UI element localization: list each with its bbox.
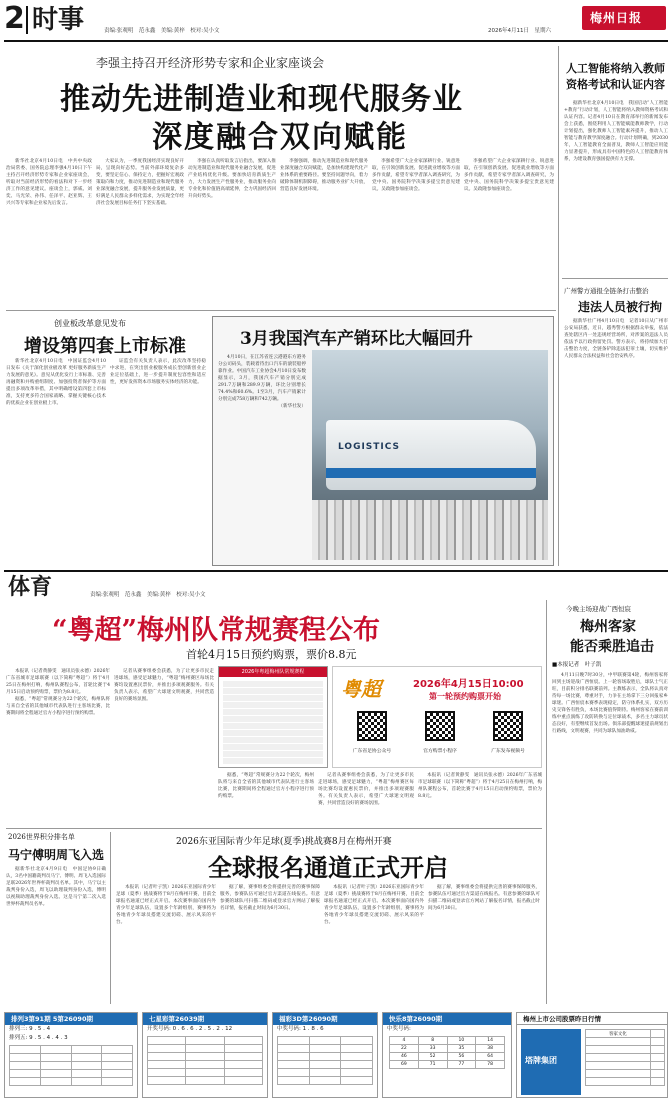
- ship-name: LOGISTICS: [338, 442, 401, 452]
- referee-text: 据新华社北京4月9日电 中国足协9日确认，3名中国籍裁判员马宁、傅明、周飞入选国际足联2026年世界杯裁判员名单。其中，马宁以主裁判身份入选，周飞以助理裁判身份入选，傅明以视频助理裁判身份入选。这是马宁第二次入选世界杯裁判员名单。: [6, 867, 106, 907]
- auto-caption: [218, 354, 306, 554]
- kl8-number: 35: [447, 1045, 476, 1053]
- lead-col-1: [6, 158, 92, 306]
- youth-col-2: [220, 884, 320, 1004]
- lottery-panel-qxc: [142, 1012, 268, 1098]
- hakka-text: 4月11日晚7时30分，中甲联赛第4轮，梅州客家将回到主场迎战广西恒宸。上一轮客场取胜后，球队士气正旺，目前积分排名联赛前列。主教练表示，全队将认真对待每一场比赛，尊重对手，力争在主场拿下三分回报家乡球迷。广西恒宸本赛季表现稳定，防守体系扎实，双方历史交锋各有胜负，本场比赛值得期待。梅州客家在赛前训练中重点演练了攻防转换与定位球战术，多名主力球员状态良好，有望继续首发出场。俱乐部提醒球迷提前规划出行路线，文明观赛，共同为球队加油助威。: [552, 673, 668, 734]
- gem-text-1: 新华社北京4月10日电 中国证监会4月10日发布《关于深化创业板改革 更好服务新质生产力发展的意见》。意见从优化发行上市标准、完善再融资和并购重组制度、加强投资者保护等方面提出多项改革举措，其中明确增设第四套上市标准，支持更多符合国家战略、掌握关键核心技术的优质企业在创业板上市。: [6, 359, 106, 406]
- kl8-number: 77: [447, 1061, 476, 1069]
- yuechao-headline: “粤超”梅州队常规赛程公布: [52, 615, 381, 646]
- lead-divider: [6, 310, 556, 311]
- youth-col-4: [428, 884, 540, 1004]
- kl8-number: 46: [390, 1053, 419, 1061]
- ship-stripe: [326, 468, 536, 478]
- yuechao-col-2: [114, 668, 214, 824]
- qr-label-1: 广东省足协公众号: [352, 749, 392, 754]
- youth-text-3: 本报讯（记者叶子凯）2026东亚国际青少年足球（夏季）挑战赛将于8月在梅州开赛，目前全球报名通道已经正式开启。本次赛事面向国内外青少年足球队伍，设置多个年龄组别，赛事将为各地青少年球员搭建交流切磋、展示风采的平台。: [324, 885, 424, 925]
- lead-col-2: [96, 158, 184, 306]
- kl8-number: 22: [390, 1045, 419, 1053]
- auto-headline: 3月我国汽车产销环比大幅回升: [240, 329, 473, 349]
- masthead-rule: [4, 40, 668, 42]
- prize-table-pl3: [9, 1045, 133, 1086]
- masthead-credits: 责编:张观明 范永鑫 美编:黄梓 校对:吴小文: [104, 28, 220, 34]
- kl8-number: 71: [418, 1061, 447, 1069]
- gem-headline: 增设第四套上市标准: [24, 336, 186, 357]
- qr-code-3: [493, 711, 523, 741]
- police-text: 据新华社广州4月10日电 记者10日从广州市公安局获悉，近日，越秀警方根据群众举报，依法查处辖区内一处违规经营场所，对涉案的违法人员依法予以行政拘留处罚。警方表示，将持续加大打击整治力度，全链条铲除违法犯罪土壤，切实维护人民群众合法权益和社会治安秩序。: [564, 319, 668, 359]
- qr-code-1: [357, 711, 387, 741]
- qr-code-2: [425, 711, 455, 741]
- ai-text: 据新华社北京4月10日电 我国启动“人工智能+教育”行动计划，人工智能将纳入教师资格考试和认证内容。记者4月10日在教育部举行的新闻发布会上获悉，围绕利用人工智能赋能教师教学，行动计划提出，强化教师人工智能素养提升，推动人工智能与教育教学深度融合。行动计划明确，到2030年，人工智能教育全面普及，教师人工智能应用能力显著提升，形成具有中国特色的人工智能教育体系，为建设教育强国提供有力支撑。: [564, 101, 668, 162]
- sports-section-title: 体育: [8, 575, 53, 600]
- hakka-body: [552, 672, 668, 1002]
- yuechao-col-1: [6, 668, 110, 824]
- lottery-row-pl3-2: 排列五: 9 . 5 . 4 . 4 . 3: [9, 1035, 68, 1041]
- lottery-row-kl8-1: 中奖号码:: [387, 1026, 411, 1032]
- police-body: [564, 318, 668, 564]
- promo-banner: [332, 666, 542, 768]
- stock-title: 梅州上市公司股票昨日行情: [517, 1013, 667, 1025]
- yuechao-text-1: 本报讯（记者黄静雯 通讯员张永德）2026年广东省城市足球联赛（以下简称“粤超”）将于4月25日在梅州打响，梅州队赛程公布，首轮比赛于4月15日启动预约购票，票价为8.8元。: [6, 669, 110, 695]
- hakka-kicker: 今晚主场迎战广西恒宸: [566, 605, 631, 613]
- kl8-number: 69: [390, 1061, 419, 1069]
- promo-subtitle: 第一轮预约购票开始: [429, 692, 501, 701]
- auto-photo: [312, 350, 548, 560]
- lead-kicker: 李强主持召开经济形势专家和企业家座谈会: [96, 56, 325, 70]
- stock-logo: [521, 1029, 581, 1095]
- referee-headline: 马宁傅明周飞入选: [8, 848, 105, 862]
- stock-name-2: 客家文化: [586, 1030, 651, 1038]
- sports-credits: 责编:张观明 范永鑫 美编:黄梓 校对:吴小文: [90, 592, 206, 598]
- logo-text: 梅州日报: [590, 11, 643, 25]
- lead-col-4: [280, 158, 368, 306]
- police-kicker: 广州警方通报全链条打击整治: [564, 287, 649, 295]
- yuechao-text-5: 记者从赛事组委会获悉，为了让更多市民走进球场，感受足球魅力，“粤超”梅州赛区每场比赛均设置惠民票价，并推出多项观赛服务。有关负责人表示，希望广大球迷文明观赛，共同营造良好的赛场氛围。: [318, 773, 414, 806]
- hakka-byline: ■本报记者 叶子凯: [552, 662, 602, 668]
- lottery-title-pl3: 排列3第91期 5第26090期: [5, 1013, 137, 1025]
- kl8-number: 64: [476, 1053, 505, 1061]
- ai-headline-2: 资格考试和认证内容: [566, 78, 665, 91]
- lottery-panel-kl8: [382, 1012, 512, 1098]
- kl8-number: 52: [418, 1053, 447, 1061]
- page-number: 2: [4, 1, 25, 36]
- ai-body: [564, 100, 668, 270]
- stock-table: [585, 1029, 665, 1086]
- referee-divider: [110, 832, 111, 1004]
- youth-col-1: [116, 884, 216, 1004]
- lead-text-5: 李强希望广大企业家深耕行业、锐意进取，在引领创新发展、促进就业增收等方面多作贡献，希望专家学者深入调查研究，为党中央、国务院科学决策多提宝贵意见建议。吴政隆参加座谈会。: [372, 159, 460, 192]
- yuechao-col-5: [418, 772, 542, 824]
- section-title: 时事: [32, 5, 85, 35]
- newspaper-logo: [582, 6, 666, 30]
- youth-text-4: 据了解，赛事组委会将提供完善的赛事保障服务，参赛队伍可通过官方渠道在线报名。有意参赛的球队可扫描二维码或登录官方网站了解报名详情，报名截止时间为6月30日。: [428, 885, 540, 911]
- yuechao-text-4: 据悉，“粤超”常规赛分为22个轮次，梅州队将与来自全省的其他城市代表队进行主客场比赛，比赛期间将全程通过官方小程序进行预约购票。: [218, 773, 314, 799]
- lottery-title-qxc: 七星彩第26039期: [143, 1013, 267, 1025]
- kl8-number: 33: [418, 1045, 447, 1053]
- lottery-title-kl8: 快乐8第26090期: [383, 1013, 511, 1025]
- yuechao-text-2: 据悉，“粤超”常规赛分为22个轮次，梅州队将与来自全省的其他城市代表队进行主客场比赛，比赛期间将全程通过官方小程序进行预约购票。: [6, 697, 110, 716]
- kl8-number: 14: [476, 1037, 505, 1045]
- youth-text-2: 据了解，赛事组委会将提供完善的赛事保障服务，参赛队伍可通过官方渠道在线报名。有意参赛的球队可扫描二维码或登录官方网站了解报名详情，报名截止时间为6月30日。: [220, 885, 320, 911]
- schedule-poster: [218, 666, 328, 768]
- hakka-headline-1: 梅州客家: [580, 619, 636, 635]
- promo-brand: 粤超: [341, 677, 381, 701]
- kl8-number: 78: [476, 1061, 505, 1069]
- yuechao-text-6: 本报讯（记者黄静雯 通讯员张永德）2026年广东省城市足球联赛（以下简称“粤超”）将于4月25日在梅州打响，梅州队赛程公布，首轮比赛于4月15日启动预约购票，票价为8.8元。: [418, 773, 542, 799]
- qr-label-3: 广东发布视频号: [491, 749, 525, 754]
- stock-panel: [516, 1012, 668, 1098]
- gem-kicker: 创业板改革意见发布: [54, 319, 126, 328]
- ai-headline-1: 人工智能将纳入教师: [566, 62, 665, 75]
- prize-table-3d: [277, 1036, 373, 1085]
- lottery-row-qxc-1: 开奖号码: 0 . 6 . 6 . 2 . 5 . 2 . 12: [147, 1026, 233, 1032]
- sports-right-divider: [546, 600, 547, 1004]
- lead-text-1: 新华社北京4月10日电 中共中央政治局常委、国务院总理李强4月10日下午主持召开经济形势专家和企业家座谈会，听取对当前经济形势的看法和对下一步经济工作的意见建议。座谈会上，郭威、刘奕、马光荣、孙伟、任泽平、赵亚辉、王兴兴等专家和企业家先后发言。: [6, 159, 92, 206]
- kl8-number: 8: [418, 1037, 447, 1045]
- stock-name-1: 塔牌集团: [525, 1056, 557, 1065]
- yuechao-col-3: [218, 772, 314, 824]
- police-headline: 违法人员被行拘: [578, 300, 663, 314]
- lottery-title-3d: 福彩3D第26090期: [273, 1013, 377, 1025]
- youth-col-3: [324, 884, 424, 1004]
- lead-col-5: [372, 158, 460, 306]
- auto-text: 4月10日，在江苏省连云港港东方港务分公司码头，装载着待出口汽车的滚装船停靠作业。中国汽车工业协会4月10日发布数据显示，3月，我国汽车产销分别完成291.7万辆和289.9万辆，环比分别增长74.4%和60.6%。1至3月，汽车产销累计分别完成758万辆和742万辆。: [218, 355, 306, 402]
- lead-text-3: 李强在认真听取发言后指出，要深入推动先进制造业和现代服务业融合发展，促进产业结构优化升级。要加快培育新质生产力，大力发展生产性服务业，推动服务业向专业化和价值链高端延伸，全力巩固经济回升向好势头。: [188, 159, 276, 199]
- lead-text-6: 李强希望广大企业家深耕行业、锐意进取，在引领创新发展、促进就业增收等方面多作贡献，希望专家学者深入调查研究，为党中央、国务院科学决策多提宝贵意见建议。吴政隆参加座谈会。: [464, 159, 554, 192]
- gem-text-2: 证监会有关负责人表示，此次改革坚持稳中求进，在突出创业板服务成长型创新创业企业定位基础上，进一步提升制度包容性和适应性，更好发挥资本市场服务实体经济的功能。: [110, 359, 206, 385]
- kl8-number: 4: [390, 1037, 419, 1045]
- referee-body: [6, 866, 106, 1004]
- kl8-number: 56: [447, 1053, 476, 1061]
- sports-rule: [4, 570, 668, 572]
- lead-col-6: [464, 158, 554, 306]
- right-col-divider: [558, 46, 559, 566]
- lottery-row-pl3-1: 排列三: 9 . 5 . 4: [9, 1026, 51, 1032]
- lead-text-2: 大家认为，一季度我国经济实现良好开局，呈现向好态势。当前外部环境复杂多变，要坚定信心、保持定力，把握好宏观政策取向和力度，推动先进制造业和现代服务业深度融合发展，提升服务业发展质量，更好满足人民群众多样化需求，为实现全年经济社会发展目标任务打下坚实基础。: [96, 159, 184, 206]
- lottery-panel-pl3: [4, 1012, 138, 1098]
- auto-credit: （新华社发）: [278, 404, 306, 409]
- prize-table-qxc: [147, 1036, 263, 1085]
- lead-col-3: [188, 158, 276, 306]
- lottery-panel-3d: [272, 1012, 378, 1098]
- yuechao-subhead: 首轮4月15日预约购票，票价8.8元: [186, 648, 357, 661]
- lead-text-4: 李强强调，推动先进制造业和现代服务业深度融合双向赋能，是加快构建现代化产业体系的重要路径。要坚持问题导向，着力破除体制机制障碍，推动服务业扩大开放，营造良好发展环境。: [280, 159, 368, 192]
- poster-title: 2026年粤超梅州队常规赛程: [219, 667, 327, 677]
- promo-date: 2026年4月15日10:00: [413, 679, 524, 690]
- car-lot: [312, 500, 548, 560]
- ship-hull: [326, 420, 536, 490]
- right-divider-1: [562, 278, 668, 279]
- lottery-row-3d-1: 中奖号码: 1 . 8 . 6: [277, 1026, 324, 1032]
- hakka-headline-2: 能否乘胜追击: [570, 639, 654, 655]
- gem-col-1: [6, 358, 106, 564]
- youth-headline: 全球报名通道正式开启: [208, 853, 448, 882]
- kl8-number-grid: [389, 1036, 505, 1069]
- youth-text-1: 本报讯（记者叶子凯）2026东亚国际青少年足球（夏季）挑战赛将于8月在梅州开赛，目前全球报名通道已经正式开启。本次赛事面向国内外青少年足球队伍，设置多个年龄组别，赛事将为各地青少年球员搭建交流切磋、展示风采的平台。: [116, 885, 216, 925]
- masthead: [0, 0, 672, 40]
- gem-col-2: [110, 358, 206, 564]
- qr-label-2: 官方购票小程序: [423, 749, 457, 754]
- sports-mid-divider: [6, 828, 542, 829]
- referee-kicker: 2026世界积分排名单: [8, 833, 75, 841]
- lead-headline-1: 推动先进制造业和现代服务业: [60, 82, 463, 117]
- kl8-number: 38: [476, 1045, 505, 1053]
- kl8-number: 10: [447, 1037, 476, 1045]
- lead-headline-2: 深度融合双向赋能: [152, 120, 408, 155]
- yuechao-text-3: 记者从赛事组委会获悉，为了让更多市民走进球场，感受足球魅力，“粤超”梅州赛区每场比赛均设置惠民票价，并推出多项观赛服务。有关负责人表示，希望广大球迷文明观赛，共同营造良好的赛场氛围。: [114, 669, 214, 702]
- youth-kicker: 2026东亚国际青少年足球(夏季)挑战赛8月在梅州开赛: [176, 837, 392, 847]
- masthead-date: 2026年4月11日 星期六: [488, 28, 551, 34]
- yuechao-col-4: [318, 772, 414, 824]
- schedule-grid: [223, 681, 323, 765]
